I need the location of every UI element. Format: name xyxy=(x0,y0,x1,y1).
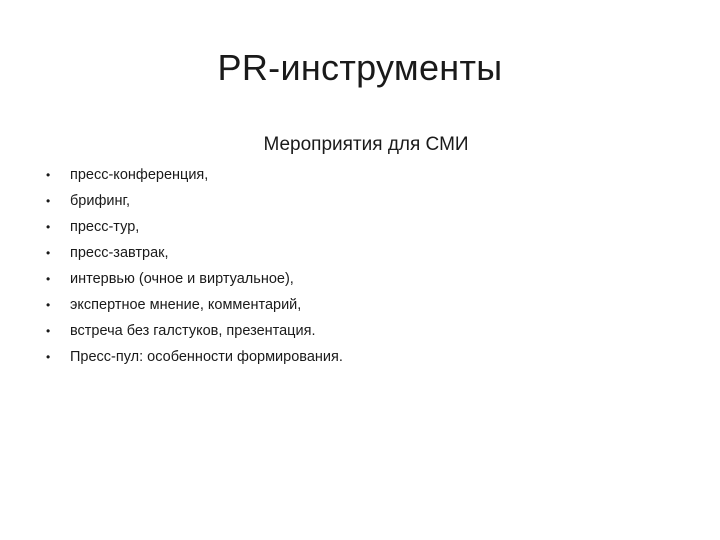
list-item xyxy=(0,214,720,240)
list-item-text: встреча без галстуков, презентация. xyxy=(70,323,316,339)
bullet-icon: • xyxy=(46,194,51,208)
slide-subtitle: Мероприятия для СМИ xyxy=(263,134,469,155)
slide-title: PR-инструменты xyxy=(217,47,503,88)
list-item-text: пресс-тур, xyxy=(70,219,140,235)
list-item-text: пресс-завтрак, xyxy=(70,245,169,261)
list-item-text: интервью (очное и виртуальное), xyxy=(70,271,294,287)
list-item-text: брифинг, xyxy=(70,193,131,209)
list-item-text: экспертное мнение, комментарий, xyxy=(70,297,302,313)
list-item xyxy=(0,344,720,370)
list-item xyxy=(0,292,720,318)
list-item xyxy=(0,188,720,214)
list-item xyxy=(0,240,720,266)
list-item-text: пресс-конференция, xyxy=(70,167,209,183)
bullet-icon: • xyxy=(46,272,51,286)
bullet-icon: • xyxy=(46,350,51,364)
bullet-icon: • xyxy=(46,246,51,260)
bullet-icon: • xyxy=(46,168,51,182)
list-item xyxy=(0,162,720,188)
bullet-list xyxy=(0,162,720,370)
bullet-icon: • xyxy=(46,324,51,338)
list-item-text: Пресс-пул: особенности формирования. xyxy=(70,349,343,365)
bullet-icon: • xyxy=(46,220,51,234)
list-item xyxy=(0,266,720,292)
bullet-icon: • xyxy=(46,298,51,312)
list-item xyxy=(0,318,720,344)
